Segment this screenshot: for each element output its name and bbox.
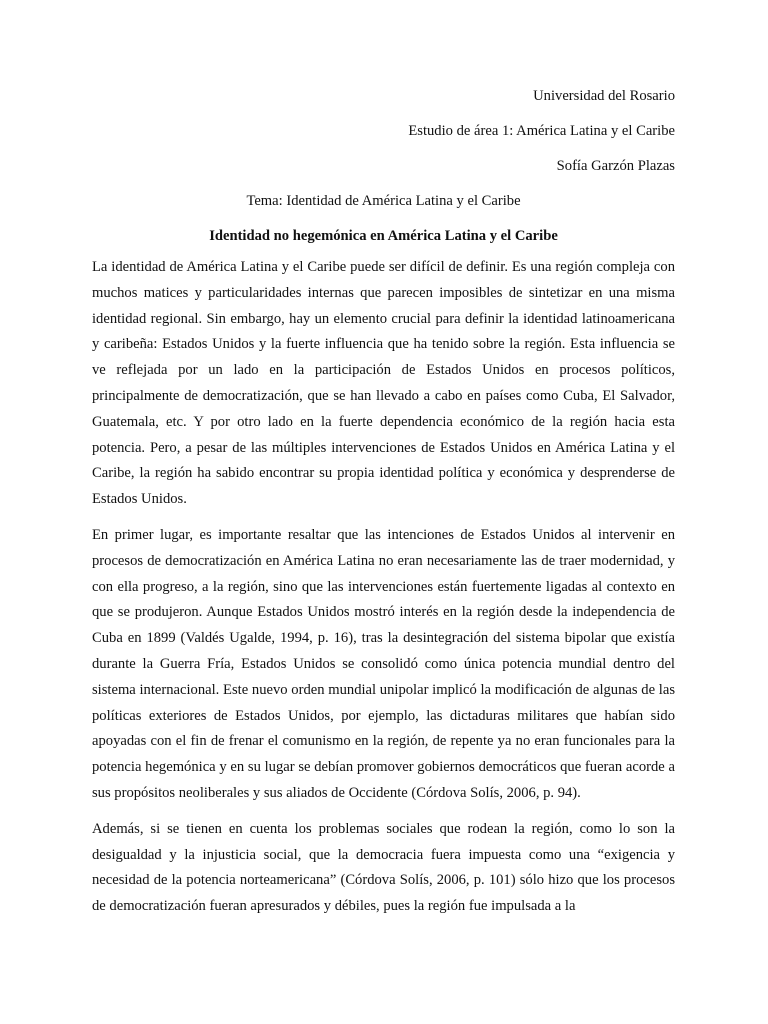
author-name: Sofía Garzón Plazas bbox=[556, 158, 675, 174]
course-name: Estudio de área 1: América Latina y el Caribe bbox=[408, 123, 675, 139]
topic-line: Tema: Identidad de América Latina y el Caribe bbox=[246, 193, 521, 209]
paragraph-2: En primer lugar, es importante resaltar que las intenciones de Estados Unidos al intervenir en procesos de democratización en América Latina no eran necesariamente las de traer modernidad, y con ella progreso, a la región, sino que las intervenciones están fuertemente ligadas al contexto en que se produjeron. Aunque Estados Unidos mostró interés en la región desde la independencia de Cuba en 1899 (Valdés Ugalde, 1994, p. 16), tras la desintegración del sistema bipolar que existía durante la Guerra Fría, Estados Unidos se consolidó como única potencia mundial dentro del sistema internacional. Este nuevo orden mundial unipolar implicó la modificación de algunas de las políticas exteriores de Estados Unidos, por ejemplo, las dictaduras militares que habían sido apoyadas con el fin de frenar el comunismo en la región, de repente ya no eran funcionales para la potencia hegemónica y en su lugar se debían promover gobiernos democráticos que fueran acorde a sus propósitos neoliberales y sus aliados de Occidente (Córdova Solís, 2006, p. 94). bbox=[92, 526, 675, 801]
document-title: Identidad no hegemónica en América Latina y el Caribe bbox=[209, 228, 558, 244]
university-name: Universidad del Rosario bbox=[533, 88, 675, 104]
document-page bbox=[92, 84, 675, 930]
paragraph-1: La identidad de América Latina y el Caribe puede ser difícil de definir. Es una región compleja con muchos matices y particularidades internas que parecen imposibles de sintetizar en una misma identidad regional. Sin embargo, hay un elemento crucial para definir la identidad latinoamericana y caribeña: Estados Unidos y la fuerte influencia que ha tenido sobre la región. Esta influencia se ve reflejada por un lado en la participación de Estados Unidos en procesos políticos, principalmente de democratización, que se han llevado a cabo en países como Cuba, El Salvador, Guatemala, etc. Y por otro lado en la fuerte dependencia económico de la región hacia esta potencia. Pero, a pesar de las múltiples intervenciones de Estados Unidos en América Latina y el Caribe, la región ha sabido encontrar su propia identidad política y económica y desprenderse de Estados Unidos. bbox=[92, 259, 675, 508]
paragraph-3: Además, si se tienen en cuenta los problemas sociales que rodean la región, como lo son la desigualdad y la injusticia social, que la democracia fuera impuesta como una “exigencia y necesidad de la potencia norteamericana” (Córdova Solís, 2006, p. 101) sólo hizo que los procesos de democratización fueran apresurados y débiles, pues la región fue impulsada a la bbox=[92, 820, 675, 915]
